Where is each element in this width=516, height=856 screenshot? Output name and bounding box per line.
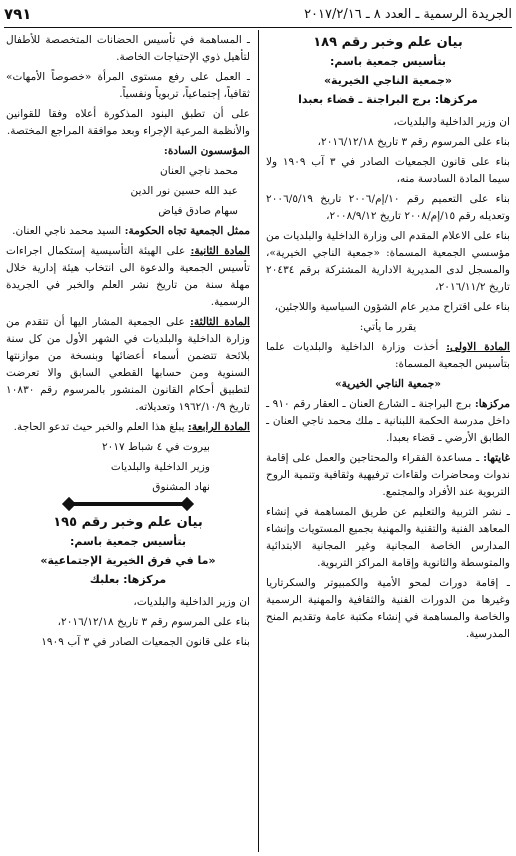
- article-text: على الهيئة التأسيسية إستكمال اجراءات تأسيس الجمعية والدعوة الى انتخاب هيئة إدارية خلال مهلة سنة من تاريخ نشر العلم والخبر في الجريدة الرسمية.: [6, 245, 250, 308]
- hq-paragraph: [266, 396, 510, 447]
- goal-item: ـ العمل على رفع مستوى المرأة «خصوصاً الأمهات» ثقافياً، إجتماعياً، تربوياً ونفسياً.: [6, 71, 250, 100]
- para: ان وزير الداخلية والبلديات،: [393, 116, 510, 128]
- founder-name: محمد ناجي العنان: [160, 165, 238, 177]
- representative: [6, 223, 250, 240]
- notice-title: بيان علم وخبر رقم ١٨٩: [313, 35, 463, 50]
- hq-label: مركزها:: [474, 398, 510, 410]
- article-1: [266, 339, 510, 373]
- signature-name: نهاد المشنوق: [152, 481, 210, 493]
- header-rule: [4, 27, 512, 28]
- association-name-2: «جمعية الناجي الخيرية»: [335, 378, 441, 390]
- article-text: يبلغ هذا العلم والخبر حيث تدعو الحاجة.: [13, 421, 185, 433]
- section-separator: [6, 502, 250, 506]
- association-name: «جمعية الناجي الخيرية»: [323, 74, 453, 87]
- para: بناء على المرسوم رقم ٣ تاريخ ٢٠١٦/١٢/١٨،: [317, 136, 510, 148]
- decision-line: يقرر ما يأتي:: [359, 321, 417, 333]
- association-hq: مركزها: برج البراجنة ـ قضاء بعبدا: [298, 93, 478, 106]
- para: بناء على قانون الجمعيات الصادر في ٣ آب ١٩٠٩ ولا سيما المادة السادسة منه،: [266, 156, 510, 185]
- right-column: [266, 32, 510, 852]
- article-label: المادة الاولى:: [446, 341, 510, 353]
- clause: على أن تطبق البنود المذكورة أعلاه وفقا للقوانين والأنظمة المرعية الإجراء وبعد موافقة المراجع المختصة.: [6, 108, 250, 137]
- para: بناء على التعميم رقم ١٠/إم/٢٠٠٦ تاريخ ٢٠٠٦/٥/١٩ وتعديله رقم ١٥/إم/٢٠٠٨ تاريخ ٢٠٠٨/٩/١٢،: [266, 193, 510, 222]
- goals-text: ـ مساعدة الفقراء والمحتاجين والعمل على إقامة ندوات ومحاضرات ولقاءات ترفيهية وثقافية وتنمية الروح التربوية عند الأفراد والمجتمع.: [266, 452, 510, 498]
- article-2: [6, 243, 250, 311]
- article-label: المادة الثالثة:: [190, 316, 250, 328]
- rep-text: السيد محمد ناجي العنان.: [12, 225, 122, 237]
- goal-item: ـ نشر التربية والتعليم عن طريق المساهمة في إنشاء المعاهد الفنية والتقنية والمهنية بجميع المستويات وإنشاء المدارس الخاصة المجانية وغير المجانية الابتدائية والمتوسطة والثانوية وإقامة المراكز التربوية.: [266, 506, 510, 569]
- goal-item: ـ المساهمة في تأسيس الحضانات المتخصصة للأطفال لتأهيل ذوي الإحتياجات الخاصة.: [6, 34, 250, 63]
- goals-label: غايتها:: [483, 452, 510, 464]
- notice-subtitle: بتأسيس جمعية باسم:: [329, 55, 447, 68]
- left-column: [6, 32, 250, 852]
- para: بناء على الاعلام المقدم الى وزارة الداخلية والبلديات من مؤسسي الجمعية المسماة: «جمعية الناجي الخيرية»، والمسجل لدى المديرية الادارية المشتركة برقم ٢٠٤٣٤ تاريخ ٢٠١٦/١١/٢،: [266, 230, 510, 293]
- signature-place: بيروت في ٤ شباط ٢٠١٧: [101, 441, 210, 453]
- rep-label: ممثل الجمعية تجاه الحكومة:: [124, 225, 250, 237]
- founders-label: المؤسسون السادة:: [163, 145, 250, 157]
- column-divider: [258, 30, 259, 852]
- running-title: الجريدة الرسمية ـ العدد ٨ ـ ٢٠١٧/٢/١٦: [304, 6, 512, 22]
- association-name-3: «ما في فرق الخيرية الإجتماعية»: [40, 554, 216, 567]
- notice-subtitle-2: بتأسيس جمعية باسم:: [69, 535, 187, 548]
- article-3: [6, 314, 250, 416]
- para: بناء على قانون الجمعيات الصادر في ٣ آب ١٩٠٩: [41, 636, 250, 648]
- association-hq-2: مركزها: بعلبك: [89, 573, 167, 586]
- page-number: ٧٩١: [4, 5, 32, 23]
- page-header: [4, 3, 512, 25]
- para: بناء على اقتراح مدير عام الشؤون السياسية واللاجئين،: [274, 301, 510, 313]
- notice-title-2: بيان علم وخبر رقم ١٩٥: [53, 515, 203, 530]
- founder-name: عبد الله حسين نور الدين: [130, 185, 238, 197]
- article-label: المادة الرابعة:: [187, 421, 250, 433]
- para: بناء على المرسوم رقم ٣ تاريخ ٢٠١٦/١٢/١٨،: [57, 616, 250, 628]
- founder-name: سهام صادق فياض: [158, 205, 238, 217]
- goals-paragraph: [266, 450, 510, 501]
- article-text: على الجمعية المشار اليها أن تتقدم من وزارة الداخلية والبلديات في الشهر الأول من كل سنة بلائحة تتضمن أسماء أعضائها وبنسخة من موازنتها السنوية ومن حسابها القطعي السابق والا تعرضت لتطبيق أحكام القانون المنشور بالمرسوم رقم ١٠٨٣٠ تاريخ ١٩٦٢/١٠/٩ وتعديلاته.: [6, 316, 250, 413]
- signature-role: وزير الداخلية والبلديات: [110, 461, 210, 473]
- hq-text: برج البراجنة ـ الشارع العنان ـ العقار رقم ٩١٠ ـ داخل مدرسة الحكمة اللبنانية ـ ملك محمد ناجي العنان ـ الطابق الأرضي ـ قضاء بعبدا.: [266, 398, 510, 444]
- goal-item: ـ إقامة دورات لمحو الأمية والكمبيوتر والسكرتاريا وغيرها من الدورات الفنية والثقافية والمهنية الرسمية والخاصة والمساهمة في إنشاء مكتبة عامة وتقديم المنح المدرسية.: [266, 577, 510, 640]
- article-label: المادة الثانية:: [190, 245, 250, 257]
- para: ان وزير الداخلية والبلديات،: [133, 596, 250, 608]
- article-4: [6, 419, 250, 436]
- article-text: أخذت وزارة الداخلية والبلديات علما بتأسيس الجمعية المسماة:: [266, 341, 510, 370]
